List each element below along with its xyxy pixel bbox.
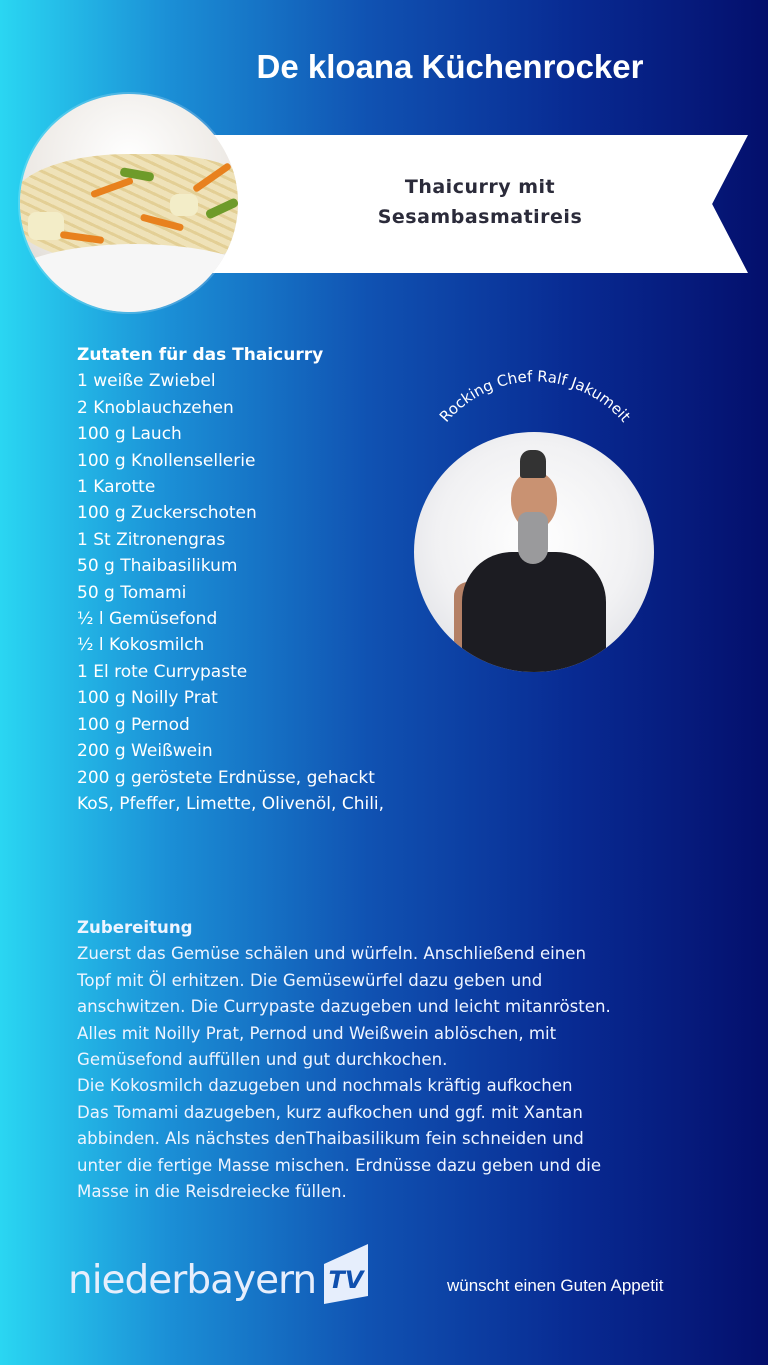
niederbayern-tv-logo — [68, 1240, 388, 1310]
ingredient-item: 200 g geröstete Erdnüsse, gehackt — [77, 767, 375, 788]
preparation-line: Masse in die Reisdreiecke füllen. — [77, 1182, 347, 1202]
ingredient-item: 1 El rote Currypaste — [77, 661, 248, 682]
preparation-line: Topf mit Öl erhitzen. Die Gemüsewürfel dazu geben und — [77, 970, 543, 990]
chef-beard — [518, 512, 548, 564]
ingredient-item: 100 g Knollensellerie — [77, 450, 256, 471]
ingredient-item: 100 g Noilly Prat — [77, 688, 218, 709]
preparation-line: unter die fertige Masse mischen. Erdnüsse dazu geben und die — [77, 1155, 602, 1175]
svg-text:Rocking Chef Ralf Jakumeit — [436, 367, 634, 425]
ingredient-item: 1 Karotte — [77, 477, 156, 498]
page-title: De kloana Küchenrocker — [256, 48, 644, 85]
preparation-line: Alles mit Noilly Prat, Pernod und Weißwein ablöschen, mit — [77, 1023, 557, 1043]
preparation-heading: Zubereitung — [77, 918, 193, 937]
bowl — [20, 244, 238, 312]
chef-portrait — [414, 432, 654, 672]
food-photo — [20, 94, 238, 312]
ingredient-item: KoS, Pfeffer, Limette, Olivenöl, Chili, — [77, 793, 385, 814]
recipe-title — [330, 172, 630, 232]
preparation-line: abbinden. Als nächstes denThaibasilikum fein schneiden und — [77, 1129, 584, 1149]
preparation-line: Gemüsefond auffüllen und gut durchkochen. — [77, 1050, 448, 1070]
ingredient-item: 100 g Lauch — [77, 424, 182, 445]
ingredient-item: 1 St Zitronengras — [77, 529, 226, 550]
ingredient-item: 1 weiße Zwiebel — [77, 371, 216, 392]
ingredient-item: ½ l Kokosmilch — [77, 635, 205, 656]
preparation-line: Die Kokosmilch dazugeben und nochmals kräftig aufkochen — [77, 1076, 573, 1096]
ingredient-item: 100 g Zuckerschoten — [77, 503, 257, 524]
ingredient-item: 200 g Weißwein — [77, 741, 213, 762]
ingredient-item: ½ l Gemüsefond — [77, 609, 218, 630]
preparation-line: anschwitzen. Die Currypaste dazugeben und leicht mitanrösten. — [77, 997, 611, 1017]
ingredients-heading: Zutaten für das Thaicurry — [77, 345, 324, 365]
vegetable-chunk — [28, 212, 64, 240]
tv-badge-icon — [318, 1244, 370, 1304]
chef-jacket — [462, 552, 606, 672]
chef-mohawk — [520, 450, 546, 478]
ingredient-item: 50 g Tomami — [77, 582, 187, 603]
ingredient-item: 100 g Pernod — [77, 714, 190, 735]
preparation-line: Das Tomami dazugeben, kurz aufkochen und ggf. mit Xantan — [77, 1102, 583, 1122]
logo-tv-text: TV — [328, 1266, 364, 1294]
recipe-title-line1: Thaicurry mit — [404, 176, 556, 198]
preparation-line: Zuerst das Gemüse schälen und würfeln. Anschließend einen — [77, 944, 587, 964]
vegetable-chunk — [170, 194, 198, 216]
preparation-section — [77, 915, 697, 1205]
ingredient-item: 50 g Thaibasilikum — [77, 556, 238, 577]
logo-wordmark: niederbayern — [68, 1258, 317, 1303]
ingredient-item: 2 Knoblauchzehen — [77, 397, 234, 418]
ingredients-list — [77, 342, 437, 817]
greeting-text: wünscht einen Guten Appetit — [447, 1276, 664, 1295]
recipe-title-line2: Sesambasmatireis — [377, 206, 583, 228]
chef-name: Rocking Chef Ralf Jakumeit — [435, 367, 635, 426]
